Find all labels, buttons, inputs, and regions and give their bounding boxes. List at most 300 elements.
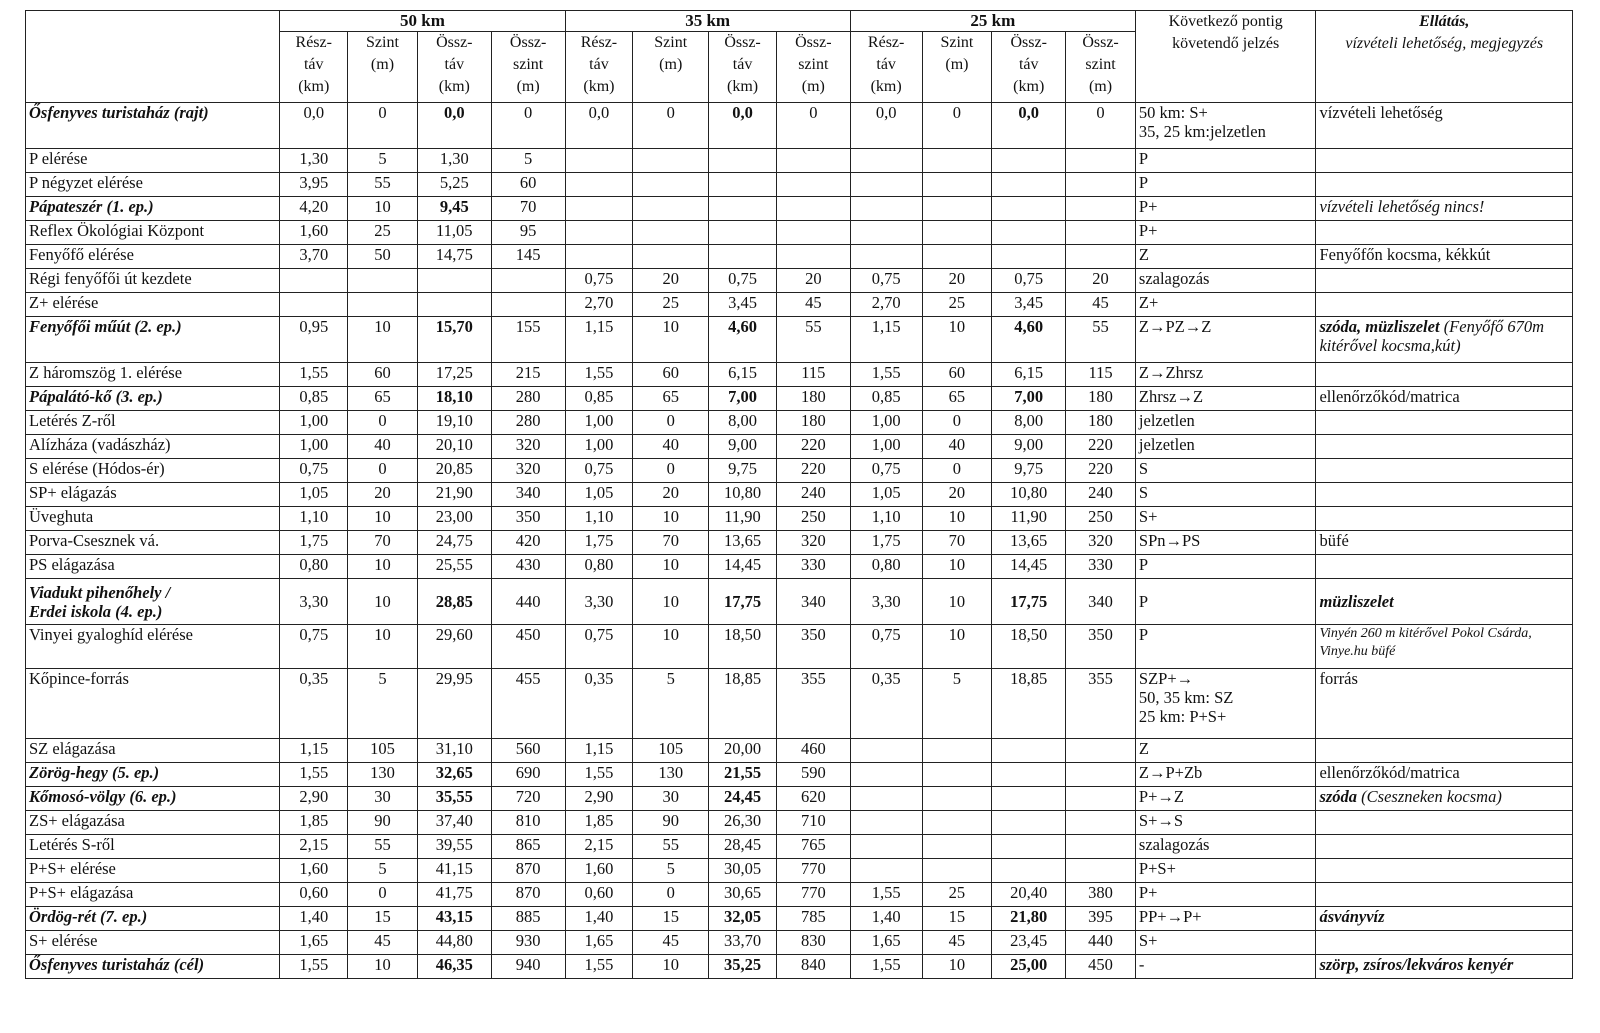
cell-d35-2: 24,45 [709, 787, 777, 811]
cell-d50-3: 0 [491, 103, 565, 149]
cell-d25-1: 10 [922, 555, 992, 579]
cell-d50-0: 3,95 [280, 173, 348, 197]
cell-d25-0: 1,15 [850, 317, 922, 363]
cell-d25-1 [922, 811, 992, 835]
cell-d35-0: 2,70 [565, 293, 633, 317]
cell-d50-0: 1,75 [280, 531, 348, 555]
cell-d35-1: 10 [633, 579, 709, 625]
cell-d35-2: 21,55 [709, 763, 777, 787]
supply-note: müzliszelet [1316, 579, 1573, 625]
cell-d35-3: 830 [776, 931, 850, 955]
cell-d25-2: 14,45 [992, 555, 1066, 579]
cell-d25-2 [992, 787, 1066, 811]
cell-d50-2: 28,85 [417, 579, 491, 625]
checkpoint-name: P+S+ elágazása [26, 883, 280, 907]
trail-mark: 50 km: S+ 35, 25 km:jelzetlen [1135, 103, 1316, 149]
checkpoint-name: PS elágazása [26, 555, 280, 579]
cell-d50-3: 280 [491, 387, 565, 411]
cell-d50-2: 41,15 [417, 859, 491, 883]
cell-d50-0: 1,00 [280, 411, 348, 435]
cell-d35-3: 340 [776, 579, 850, 625]
trail-mark: PP+→P+ [1135, 907, 1316, 931]
supply-note [1316, 555, 1573, 579]
cell-d35-1 [633, 173, 709, 197]
cell-d25-1: 25 [922, 293, 992, 317]
header-mark: Következő pontig követendő jelzés [1135, 11, 1316, 103]
cell-d50-0: 1,65 [280, 931, 348, 955]
cell-d25-3 [1066, 859, 1136, 883]
cell-d35-3: 0 [776, 103, 850, 149]
cell-d35-0: 2,15 [565, 835, 633, 859]
cell-d25-2: 9,00 [992, 435, 1066, 459]
cell-d35-2: 0,0 [709, 103, 777, 149]
cell-d35-0: 1,75 [565, 531, 633, 555]
cell-d35-3: 620 [776, 787, 850, 811]
cell-d35-1: 130 [633, 763, 709, 787]
supply-note: ásványvíz [1316, 907, 1573, 931]
cell-d25-3 [1066, 787, 1136, 811]
cell-d50-2: 21,90 [417, 483, 491, 507]
cell-d35-1: 10 [633, 555, 709, 579]
cell-d25-0: 1,55 [850, 883, 922, 907]
supply-note [1316, 435, 1573, 459]
cell-d25-2: 3,45 [992, 293, 1066, 317]
cell-d50-1: 50 [348, 245, 418, 269]
trail-mark: S+ [1135, 931, 1316, 955]
cell-d25-1: 10 [922, 317, 992, 363]
cell-d50-0: 1,00 [280, 435, 348, 459]
cell-d25-3: 220 [1066, 459, 1136, 483]
cell-d35-2 [709, 221, 777, 245]
cell-d50-3: 320 [491, 435, 565, 459]
cell-d35-3: 770 [776, 859, 850, 883]
cell-d50-3: 420 [491, 531, 565, 555]
cell-d50-2: 29,60 [417, 625, 491, 669]
cell-d35-1: 0 [633, 103, 709, 149]
cell-d25-1: 10 [922, 625, 992, 669]
trail-mark: S [1135, 459, 1316, 483]
cell-d25-0 [850, 811, 922, 835]
cell-d50-1: 10 [348, 317, 418, 363]
cell-d50-0: 0,75 [280, 625, 348, 669]
cell-d50-0: 2,90 [280, 787, 348, 811]
supply-note-rest: (Fenyőfő 670m kitérővel kocsma,kút) [1319, 317, 1545, 355]
cell-d50-0: 1,60 [280, 859, 348, 883]
cell-d50-0: 1,55 [280, 763, 348, 787]
cell-d25-1: 10 [922, 507, 992, 531]
checkpoint-name: Porva-Csesznek vá. [26, 531, 280, 555]
checkpoint-name: Viadukt pihenőhely / Erdei iskola (4. ep.) [26, 579, 280, 625]
table-row [26, 955, 1573, 979]
checkpoint-name: S+ elérése [26, 931, 280, 955]
cell-d50-3: 450 [491, 625, 565, 669]
supply-note [1316, 835, 1573, 859]
cell-d35-1: 90 [633, 811, 709, 835]
table-row [26, 507, 1573, 531]
cell-d35-1: 30 [633, 787, 709, 811]
supply-note-bold: szóda, müzliszelet [1319, 317, 1440, 336]
supply-note [1316, 149, 1573, 173]
header-note [1316, 11, 1573, 103]
table-row [26, 835, 1573, 859]
cell-d25-1: 45 [922, 931, 992, 955]
cell-d35-3: 785 [776, 907, 850, 931]
checkpoint-name: Alízháza (vadászház) [26, 435, 280, 459]
cell-d50-1: 55 [348, 835, 418, 859]
cell-d35-1: 0 [633, 883, 709, 907]
table-row [26, 387, 1573, 411]
checkpoint-name: P négyzet elérése [26, 173, 280, 197]
cell-d35-0: 1,00 [565, 411, 633, 435]
checkpoint-name: Letérés Z-ről [26, 411, 280, 435]
cell-d50-2: 29,95 [417, 669, 491, 739]
cell-d50-3: 70 [491, 197, 565, 221]
cell-d50-3: 440 [491, 579, 565, 625]
cell-d50-3: 60 [491, 173, 565, 197]
cell-d35-2: 30,05 [709, 859, 777, 883]
cell-d25-2 [992, 197, 1066, 221]
checkpoint-name: Pápateszér (1. ep.) [26, 197, 280, 221]
table-row [26, 459, 1573, 483]
supply-note [1316, 787, 1573, 811]
subheader-25km-0: Rész- táv (km) [850, 32, 922, 103]
trail-mark: P+ [1135, 221, 1316, 245]
cell-d35-1: 55 [633, 835, 709, 859]
cell-d35-3 [776, 221, 850, 245]
cell-d50-1: 45 [348, 931, 418, 955]
cell-d50-2: 11,05 [417, 221, 491, 245]
trail-mark: P+S+ [1135, 859, 1316, 883]
cell-d35-0: 1,65 [565, 931, 633, 955]
supply-note: vízvételi lehetőség nincs! [1316, 197, 1573, 221]
cell-d35-2: 35,25 [709, 955, 777, 979]
cell-d25-0 [850, 149, 922, 173]
cell-d25-3 [1066, 245, 1136, 269]
header-50km: 50 km [280, 11, 565, 32]
cell-d25-3 [1066, 739, 1136, 763]
cell-d25-3: 340 [1066, 579, 1136, 625]
cell-d50-2: 15,70 [417, 317, 491, 363]
cell-d50-3: 930 [491, 931, 565, 955]
supply-note [1316, 269, 1573, 293]
checkpoint-name: Reflex Ökológiai Központ [26, 221, 280, 245]
cell-d50-1: 105 [348, 739, 418, 763]
cell-d35-2: 9,00 [709, 435, 777, 459]
cell-d25-3: 45 [1066, 293, 1136, 317]
cell-d50-3: 690 [491, 763, 565, 787]
checkpoint-name: Ősfenyves turistaház (cél) [26, 955, 280, 979]
cell-d25-1: 0 [922, 411, 992, 435]
cell-d50-3: 940 [491, 955, 565, 979]
cell-d50-2 [417, 293, 491, 317]
cell-d50-2: 14,75 [417, 245, 491, 269]
cell-d35-1: 5 [633, 859, 709, 883]
cell-d25-2: 11,90 [992, 507, 1066, 531]
cell-d25-0: 1,00 [850, 435, 922, 459]
cell-d25-1 [922, 835, 992, 859]
cell-d50-0: 0,0 [280, 103, 348, 149]
cell-d50-2: 1,30 [417, 149, 491, 173]
cell-d50-1: 10 [348, 555, 418, 579]
cell-d35-2: 33,70 [709, 931, 777, 955]
table-row [26, 317, 1573, 363]
table-row [26, 435, 1573, 459]
cell-d50-3: 720 [491, 787, 565, 811]
cell-d50-0: 1,55 [280, 955, 348, 979]
cell-d25-1: 20 [922, 483, 992, 507]
cell-d35-1: 5 [633, 669, 709, 739]
cell-d25-3: 330 [1066, 555, 1136, 579]
cell-d25-1: 0 [922, 459, 992, 483]
cell-d35-2: 28,45 [709, 835, 777, 859]
route-table [25, 10, 1573, 979]
cell-d50-0: 0,95 [280, 317, 348, 363]
route-table-wrapper [25, 10, 1573, 979]
cell-d35-1 [633, 149, 709, 173]
cell-d35-0 [565, 173, 633, 197]
cell-d25-0: 0,75 [850, 459, 922, 483]
supply-note: Vinyén 260 m kitérővel Pokol Csárda, Vinye.hu büfé [1316, 625, 1573, 669]
cell-d25-3: 0 [1066, 103, 1136, 149]
subheader-50km-2: Össz- táv (km) [417, 32, 491, 103]
cell-d35-0: 1,60 [565, 859, 633, 883]
cell-d25-0: 2,70 [850, 293, 922, 317]
cell-d35-3 [776, 173, 850, 197]
cell-d35-3: 180 [776, 387, 850, 411]
checkpoint-name: P elérése [26, 149, 280, 173]
cell-d25-0: 1,10 [850, 507, 922, 531]
cell-d35-2: 26,30 [709, 811, 777, 835]
cell-d25-2: 9,75 [992, 459, 1066, 483]
cell-d25-0 [850, 739, 922, 763]
cell-d25-2: 8,00 [992, 411, 1066, 435]
cell-d50-1: 0 [348, 103, 418, 149]
cell-d50-2 [417, 269, 491, 293]
cell-d25-0 [850, 173, 922, 197]
trail-mark: P+ [1135, 883, 1316, 907]
checkpoint-name: SP+ elágazás [26, 483, 280, 507]
cell-d25-0: 0,80 [850, 555, 922, 579]
trail-mark: Z [1135, 739, 1316, 763]
supply-note [1316, 811, 1573, 835]
cell-d35-0: 1,40 [565, 907, 633, 931]
cell-d35-3: 220 [776, 435, 850, 459]
cell-d50-1: 5 [348, 859, 418, 883]
table-row [26, 293, 1573, 317]
checkpoint-name: Üveghuta [26, 507, 280, 531]
cell-d35-3 [776, 197, 850, 221]
table-row [26, 149, 1573, 173]
trail-mark: S [1135, 483, 1316, 507]
cell-d25-3: 395 [1066, 907, 1136, 931]
cell-d35-3: 45 [776, 293, 850, 317]
cell-d25-3: 180 [1066, 387, 1136, 411]
cell-d50-3 [491, 269, 565, 293]
cell-d50-1: 0 [348, 411, 418, 435]
subheader-35km-3: Össz- szint (m) [776, 32, 850, 103]
cell-d50-1: 25 [348, 221, 418, 245]
trail-mark: SPn→PS [1135, 531, 1316, 555]
table-row [26, 931, 1573, 955]
cell-d25-1 [922, 763, 992, 787]
cell-d50-1: 10 [348, 507, 418, 531]
subheader-50km-0: Rész- táv (km) [280, 32, 348, 103]
checkpoint-name: P+S+ elérése [26, 859, 280, 883]
trail-mark: jelzetlen [1135, 411, 1316, 435]
table-row [26, 579, 1573, 625]
trail-mark: P+ [1135, 197, 1316, 221]
cell-d35-1: 45 [633, 931, 709, 955]
cell-d25-1: 5 [922, 669, 992, 739]
cell-d50-0: 4,20 [280, 197, 348, 221]
supply-note-bold: szóda [1319, 787, 1358, 806]
trail-mark: P [1135, 149, 1316, 173]
cell-d50-0: 1,10 [280, 507, 348, 531]
cell-d25-3 [1066, 221, 1136, 245]
cell-d50-1: 65 [348, 387, 418, 411]
supply-note [1316, 293, 1573, 317]
cell-d25-2: 0,0 [992, 103, 1066, 149]
cell-d50-0: 0,80 [280, 555, 348, 579]
cell-d35-3: 55 [776, 317, 850, 363]
cell-d25-0: 1,55 [850, 363, 922, 387]
cell-d25-2: 25,00 [992, 955, 1066, 979]
subheader-25km-3: Össz- szint (m) [1066, 32, 1136, 103]
cell-d35-2: 30,65 [709, 883, 777, 907]
trail-mark: Z→P+Zb [1135, 763, 1316, 787]
cell-d35-0: 3,30 [565, 579, 633, 625]
cell-d35-2 [709, 197, 777, 221]
cell-d25-1 [922, 173, 992, 197]
cell-d25-1: 70 [922, 531, 992, 555]
cell-d35-2: 0,75 [709, 269, 777, 293]
cell-d25-0 [850, 763, 922, 787]
cell-d25-3: 220 [1066, 435, 1136, 459]
supply-note: Fenyőfőn kocsma, kékkút [1316, 245, 1573, 269]
cell-d35-3: 770 [776, 883, 850, 907]
cell-d25-3: 320 [1066, 531, 1136, 555]
cell-d35-2: 10,80 [709, 483, 777, 507]
cell-d50-0: 0,60 [280, 883, 348, 907]
cell-d35-2: 3,45 [709, 293, 777, 317]
cell-d35-3: 350 [776, 625, 850, 669]
cell-d25-2: 10,80 [992, 483, 1066, 507]
table-row [26, 269, 1573, 293]
cell-d50-2: 9,45 [417, 197, 491, 221]
cell-d25-3: 115 [1066, 363, 1136, 387]
table-row [26, 787, 1573, 811]
cell-d50-0: 1,30 [280, 149, 348, 173]
cell-d25-3 [1066, 811, 1136, 835]
cell-d25-1: 10 [922, 579, 992, 625]
cell-d25-2: 0,75 [992, 269, 1066, 293]
cell-d50-3: 560 [491, 739, 565, 763]
cell-d50-0: 1,05 [280, 483, 348, 507]
cell-d25-3: 20 [1066, 269, 1136, 293]
cell-d50-3: 5 [491, 149, 565, 173]
supply-note [1316, 173, 1573, 197]
cell-d25-2: 6,15 [992, 363, 1066, 387]
cell-d35-0: 0,75 [565, 625, 633, 669]
checkpoint-name: S elérése (Hódos-ér) [26, 459, 280, 483]
cell-d25-2 [992, 245, 1066, 269]
checkpoint-name: SZ elágazása [26, 739, 280, 763]
cell-d50-2: 37,40 [417, 811, 491, 835]
cell-d35-1: 25 [633, 293, 709, 317]
trail-mark: szalagozás [1135, 269, 1316, 293]
checkpoint-name: Kőmosó-völgy (6. ep.) [26, 787, 280, 811]
cell-d50-1: 10 [348, 625, 418, 669]
cell-d25-0: 1,65 [850, 931, 922, 955]
cell-d35-1: 10 [633, 317, 709, 363]
cell-d35-0: 1,05 [565, 483, 633, 507]
checkpoint-name: Régi fenyőfői út kezdete [26, 269, 280, 293]
cell-d50-0: 1,15 [280, 739, 348, 763]
trail-mark: Z+ [1135, 293, 1316, 317]
cell-d35-0: 0,35 [565, 669, 633, 739]
table-row [26, 173, 1573, 197]
checkpoint-name: Ősfenyves turistaház (rajt) [26, 103, 280, 149]
cell-d50-1: 10 [348, 955, 418, 979]
cell-d35-3: 840 [776, 955, 850, 979]
cell-d35-0: 2,90 [565, 787, 633, 811]
cell-d35-0: 0,60 [565, 883, 633, 907]
supply-note: vízvételi lehetőség [1316, 103, 1573, 149]
cell-d35-1: 60 [633, 363, 709, 387]
table-row [26, 483, 1573, 507]
cell-d50-0: 0,85 [280, 387, 348, 411]
table-row [26, 859, 1573, 883]
cell-d35-2: 13,65 [709, 531, 777, 555]
cell-d35-2 [709, 173, 777, 197]
cell-d25-3: 55 [1066, 317, 1136, 363]
cell-d25-2: 21,80 [992, 907, 1066, 931]
cell-d35-1: 0 [633, 459, 709, 483]
cell-d35-2: 9,75 [709, 459, 777, 483]
trail-mark: P [1135, 625, 1316, 669]
cell-d25-0: 0,75 [850, 269, 922, 293]
cell-d25-3: 355 [1066, 669, 1136, 739]
cell-d25-2 [992, 149, 1066, 173]
cell-d35-2: 7,00 [709, 387, 777, 411]
checkpoint-name: Fenyőfő elérése [26, 245, 280, 269]
table-row [26, 907, 1573, 931]
cell-d50-2: 23,00 [417, 507, 491, 531]
cell-d25-2 [992, 173, 1066, 197]
cell-d25-2: 18,85 [992, 669, 1066, 739]
cell-d35-0 [565, 221, 633, 245]
cell-d50-3: 340 [491, 483, 565, 507]
cell-d50-1: 20 [348, 483, 418, 507]
cell-d35-1: 20 [633, 269, 709, 293]
trail-mark: P [1135, 555, 1316, 579]
cell-d35-0: 1,55 [565, 763, 633, 787]
cell-d25-0 [850, 245, 922, 269]
supply-note [1316, 221, 1573, 245]
cell-d50-2: 44,80 [417, 931, 491, 955]
supply-note [1316, 363, 1573, 387]
cell-d50-0: 0,35 [280, 669, 348, 739]
subheader-25km-2: Össz- táv (km) [992, 32, 1066, 103]
table-row [26, 531, 1573, 555]
cell-d35-3: 180 [776, 411, 850, 435]
cell-d50-1 [348, 269, 418, 293]
table-row [26, 555, 1573, 579]
cell-d50-2: 20,10 [417, 435, 491, 459]
cell-d35-0: 0,75 [565, 459, 633, 483]
cell-d50-2: 39,55 [417, 835, 491, 859]
cell-d50-2: 5,25 [417, 173, 491, 197]
